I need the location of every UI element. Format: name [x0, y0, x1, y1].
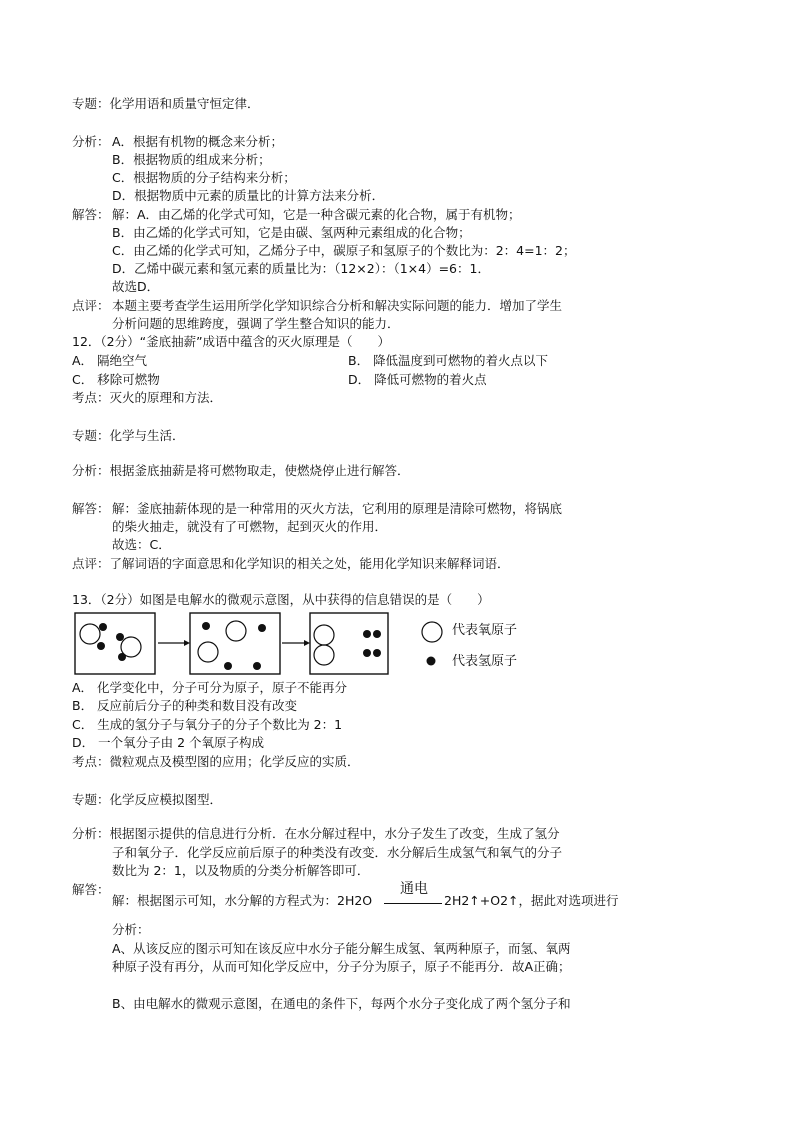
q11-comment-line: 本题主要考查学生运用所学化学知识综合分析和解决实际问题的能力．增加了学生 [112, 298, 563, 313]
legend-hydrogen-label: 代表氢原子 [452, 654, 518, 669]
q11-comment-line: 分析问题的思维跨度，强调了学生整合知识的能力． [112, 316, 400, 331]
q12-option-c: C． 移除可燃物 [72, 372, 160, 387]
q12-answer-line: 解：釜底抽薪体现的是一种常用的灭火方法，它利用的原理是清除可燃物，将锅底 [112, 501, 563, 516]
q12-answer-choice: 故选：C． [112, 537, 171, 552]
q11-analysis-label: 分析： [72, 134, 110, 149]
q11-analysis-a: A．根据有机物的概念来分析； [112, 134, 284, 149]
q12-answer-label: 解答： [72, 501, 110, 516]
q13-answer-line: 分析： [112, 922, 150, 937]
q11-answer-line: B．由乙烯的化学式可知，它是由碳、氢两种元素组成的化合物； [112, 225, 471, 240]
oxygen-atom-legend-icon [420, 620, 446, 644]
q13-analysis-line: 数比为 2：1，以及物质的分类分析解答即可． [112, 863, 370, 878]
q12-option-d: D． 降低可燃物的着火点 [348, 372, 487, 387]
q13-analysis-line: 子和氧分子．化学反应前后原子的种类没有改变．水分解后生成氢气和氧气的分子 [112, 845, 563, 860]
q12-comment: 点评：了解词语的字面意思和化学知识的相关之处，能用化学知识来解释词语． [72, 556, 510, 571]
q13-answer-line: 种原子没有再分，从而可知化学反应中，分子分为原子，原子不能再分．故A正确； [112, 959, 571, 974]
q11-answer-line: C．由乙烯的化学式可知，乙烯分子中，碳原子和氢原子的个数比为：2：4=1：2； [112, 243, 576, 258]
q11-answer-label: 解答： [72, 207, 110, 222]
hydrogen-atom-legend-icon [424, 654, 438, 668]
q11-analysis-c: C．根据物质的分子结构来分析； [112, 170, 296, 185]
q13-answer-label: 解答： [72, 882, 110, 897]
q13-analysis-line: 分析：根据图示提供的信息进行分析．在水分解过程中，水分子发生了改变，生成了氢分 [72, 826, 560, 841]
q11-comment-label: 点评： [72, 298, 110, 313]
legend-oxygen-label: 代表氧原子 [452, 623, 518, 638]
q11-answer-choice: 故选D． [112, 279, 160, 294]
q12-topic: 专题：化学与生活． [72, 428, 185, 443]
q13-equation-bar [384, 903, 442, 904]
electrolysis-diagram [72, 610, 392, 678]
q13-point: 考点：微粒观点及模型图的应用；化学反应的实质． [72, 754, 360, 769]
q11-analysis-b: B．根据物质的组成来分析； [112, 152, 271, 167]
q13-option-b: B． 反应前后分子的种类和数目没有改变 [72, 698, 298, 713]
q11-analysis-d: D．根据物质中元素的质量比的计算方法来分析． [112, 188, 385, 203]
q13-topic: 专题：化学反应模拟图型． [72, 792, 223, 807]
q13-equation-condition: 通电 [400, 881, 428, 897]
q13-answer-line: B、由电解水的微观示意图，在通电的条件下，每两个水分子变化成了两个氢分子和 [112, 996, 571, 1011]
q12-answer-line: 的柴火抽走，就没有了可燃物，起到灭火的作用． [112, 519, 388, 534]
q13-answer-line: A、从该反应的图示可知在该反应中水分子能分解生成氢、氧两种原子，而氢、氧两 [112, 941, 571, 956]
q11-topic: 专题：化学用语和质量守恒定律． [72, 96, 260, 111]
q13-option-c: C． 生成的氢分子与氧分子的分子个数比为 2：1 [72, 717, 343, 732]
q12-stem: 12．（2分）“釜底抽薪”成语中蕴含的灭火原理是（ ） [72, 334, 391, 349]
q13-option-a: A． 化学变化中，分子可分为原子，原子不能再分 [72, 680, 348, 695]
q12-point: 考点：灭火的原理和方法． [72, 390, 223, 405]
q12-option-a: A． 隔绝空气 [72, 353, 148, 368]
q11-answer-line: D．乙烯中碳元素和氢元素的质量比为：（12×2）：（1×4）=6：1． [112, 261, 490, 276]
q13-stem: 13．（2分）如图是电解水的微观示意图，从中获得的信息错误的是（ ） [72, 592, 490, 607]
q11-answer-line: 解：A．由乙烯的化学式可知，它是一种含碳元素的化合物，属于有机物； [112, 207, 521, 222]
q13-equation-lhs: 解：根据图示可知，水分解的方程式为：2H2O [112, 893, 373, 908]
q13-option-d: D． 一个氧分子由 2 个氧原子构成 [72, 735, 264, 750]
q13-equation-rhs: 2H2↑+O2↑，据此对选项进行 [444, 893, 619, 908]
q12-analysis: 分析：根据釜底抽薪是将可燃物取走，使燃烧停止进行解答． [72, 463, 410, 478]
q12-option-b: B． 降低温度到可燃物的着火点以下 [348, 353, 549, 368]
